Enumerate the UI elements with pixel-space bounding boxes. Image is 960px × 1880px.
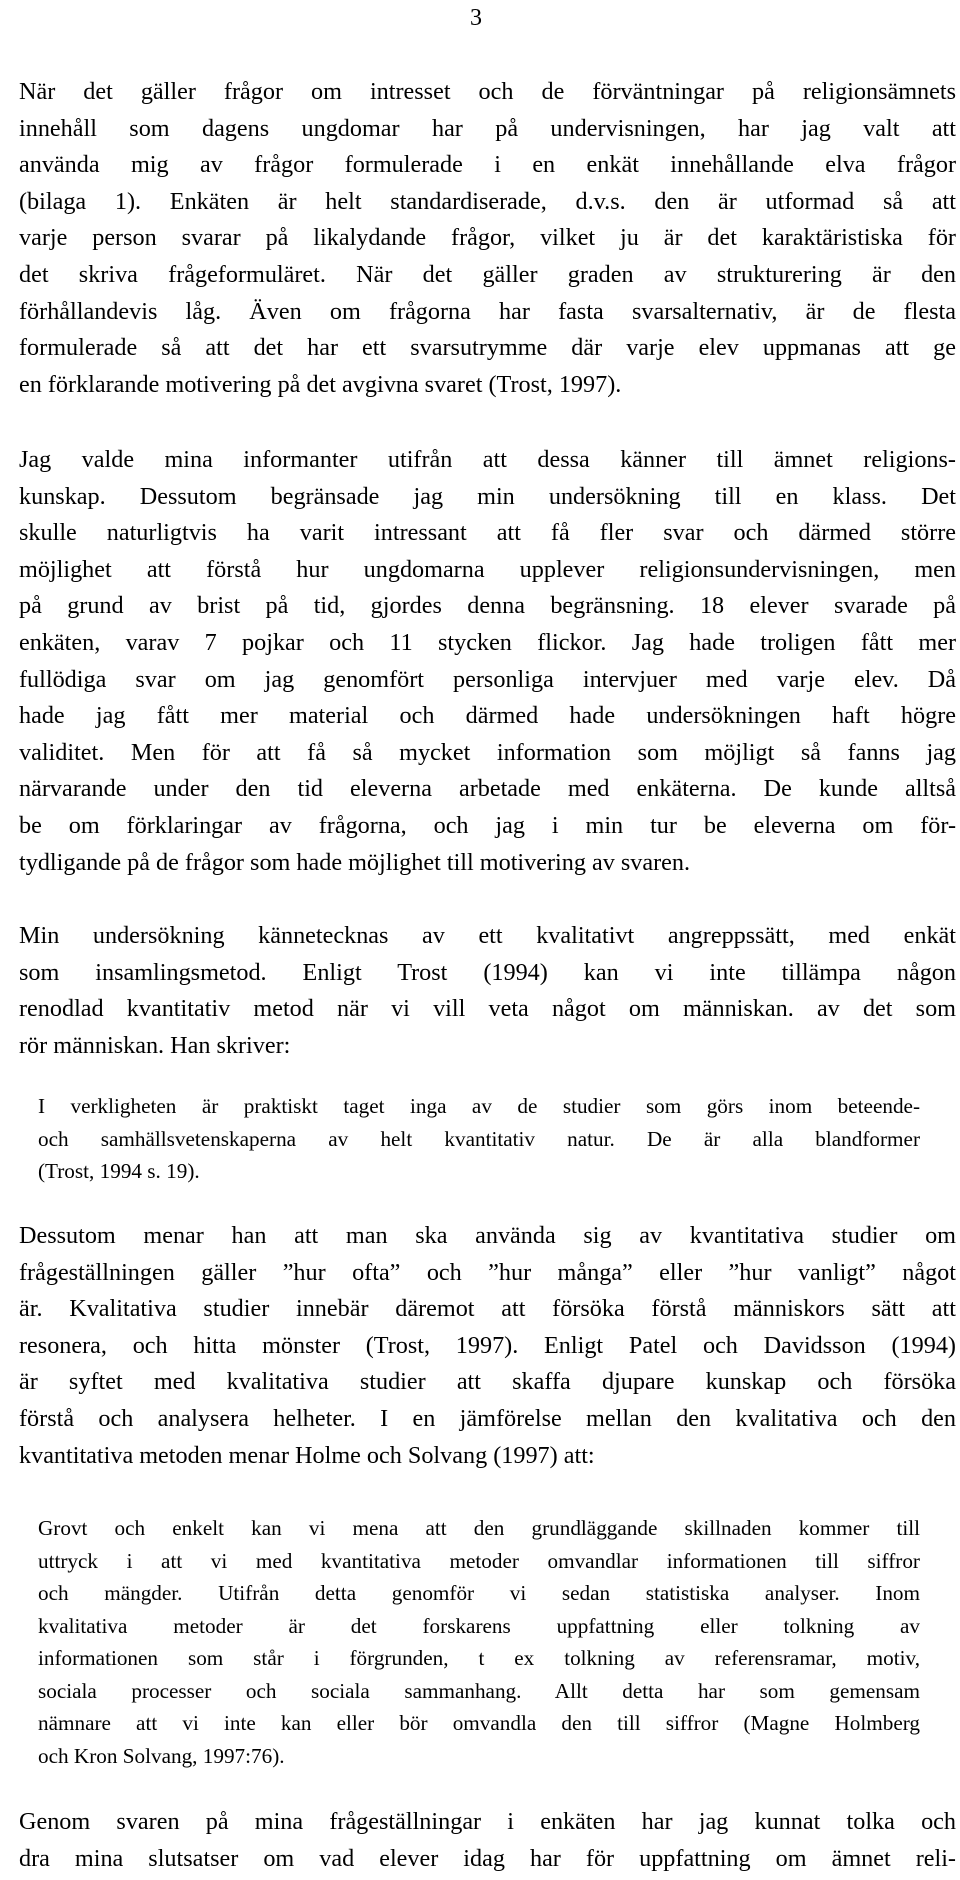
text-line: närvarande under den tid eleverna arbetade med enkäterna. De kunde alltså: [19, 775, 956, 803]
text-line: dra mina slutsatser om vad elever idag har för uppfattning om ämnet reli-: [19, 1844, 956, 1872]
paragraph-informants: [19, 442, 956, 881]
text-line: frågeställningen gäller ”hur ofta” och ”hur många” eller ”hur vanligt” något: [19, 1258, 956, 1286]
block-quote-trost: [38, 1090, 920, 1188]
text-line: När det gäller frågor om intresset och de förväntningar på religionsämnets: [19, 78, 956, 105]
text-line: resonera, och hitta mönster (Trost, 1997). Enligt Patel och Davidsson (1994): [19, 1331, 956, 1359]
text-line: sociala processer och sociala sammanhang. Allt detta har som gemensam: [38, 1678, 920, 1703]
block-quote-holme-solvang: [38, 1512, 920, 1772]
text-line: Genom svaren på mina frågeställningar i enkäten har jag kunnat tolka och: [19, 1808, 956, 1835]
text-line: renodlad kvantitativ metod när vi vill veta något om människan. av det som: [19, 995, 956, 1023]
text-line: kvalitativa metoder är det forskarens uppfattning eller tolkning av: [38, 1613, 920, 1638]
text-line: det skriva frågeformuläret. När det gäller graden av strukturering är den: [19, 260, 956, 288]
text-line: möjlighet att förstå hur ungdomarna upplever religionsundervisningen, men: [19, 555, 956, 583]
text-line: Grovt och enkelt kan vi mena att den grundläggande skillnaden kommer till: [38, 1516, 920, 1540]
text-line: nämnare att vi inte kan eller bör omvandla den till siffror (Magne Holmberg: [38, 1711, 920, 1735]
text-line: förstå och analysera helheter. I en jämförelse mellan den kvalitativa och den: [19, 1404, 956, 1432]
text-line: informationen som står i förgrunden, t ex tolkning av referensramar, motiv,: [38, 1646, 920, 1670]
text-line: på grund av brist på tid, gjordes denna begränsning. 18 elever svarade på: [19, 592, 956, 620]
text-line: är syftet med kvalitativa studier att skaffa djupare kunskap och försöka: [19, 1368, 956, 1396]
page-number: 3: [470, 5, 482, 31]
text-line: (bilaga 1). Enkäten är helt standardiserade, d.v.s. den är utformad så att: [19, 187, 956, 215]
text-line: tydligande på de frågor som hade möjlighet till motivering av svaren.: [19, 848, 691, 876]
text-line: hade jag fått mer material och därmed hade undersökningen haft högre: [19, 702, 956, 730]
text-line: (Trost, 1994 s. 19).: [38, 1159, 200, 1183]
text-line: skulle naturligtvis ha varit intressant att få fler svar och därmed större: [19, 519, 956, 547]
text-line: uttryck i att vi med kvantitativa metoder omvandlar informationen till siffror: [38, 1548, 920, 1573]
text-line: en förklarande motivering på det avgivna svaret (Trost, 1997).: [19, 370, 622, 398]
paragraph-quantitative-vs-qualitative: [19, 1218, 956, 1474]
text-line: be om förklaringar av frågorna, och jag i min tur be eleverna om för-: [19, 811, 956, 839]
text-line: och mängder. Utifrån detta genomför vi sedan statistiska analyser. Inom: [38, 1581, 920, 1605]
text-line: I verkligheten är praktiskt taget inga av de studier som görs inom beteende-: [38, 1094, 920, 1118]
text-line: och samhällsvetenskaperna av helt kvantitativ natur. De är alla blandformer: [38, 1126, 920, 1151]
text-line: använda mig av frågor formulerade i en enkät innehållande elva frågor: [19, 151, 956, 179]
text-line: varje person svarar på likalydande frågor, vilket ju är det karaktäristiska för: [19, 224, 956, 252]
text-line: förhållandevis låg. Även om frågorna har fasta svarsalternativ, är de flesta: [19, 297, 956, 325]
paragraph-enkat-method: [19, 74, 956, 403]
text-line: rör människan. Han skriver:: [19, 1031, 291, 1059]
text-line: Jag valde mina informanter utifrån att dessa känner till ämnet religions-: [19, 446, 956, 473]
text-line: som insamlingsmetod. Enligt Trost (1994) kan vi inte tillämpa någon: [19, 958, 956, 986]
text-line: formulerade så att det har ett svarsutrymme där varje elev uppmanas att ge: [19, 334, 956, 362]
text-line: enkäten, varav 7 pojkar och 11 stycken flickor. Jag hade troligen fått mer: [19, 628, 956, 656]
text-line: Dessutom menar han att man ska använda sig av kvantitativa studier om: [19, 1222, 956, 1249]
text-line: kunskap. Dessutom begränsade jag min undersökning till en klass. Det: [19, 482, 956, 510]
text-line: fullödiga svar om jag genomfört personliga intervjuer med varje elev. Då: [19, 665, 956, 693]
text-line: validitet. Men för att få så mycket information som möjligt så fanns jag: [19, 738, 956, 766]
text-line: kvantitativa metoden menar Holme och Solvang (1997) att:: [19, 1441, 595, 1469]
paragraph-qualitative-approach: [19, 918, 956, 1064]
text-line: innehåll som dagens ungdomar har på undervisningen, har jag valt att: [19, 114, 956, 142]
text-line: är. Kvalitativa studier innebär däremot att försöka förstå människors sätt att: [19, 1295, 956, 1323]
text-line: och Kron Solvang, 1997:76).: [38, 1743, 285, 1768]
paragraph-conclusions: [19, 1804, 956, 1877]
text-line: Min undersökning kännetecknas av ett kvalitativt angreppssätt, med enkät: [19, 922, 956, 949]
